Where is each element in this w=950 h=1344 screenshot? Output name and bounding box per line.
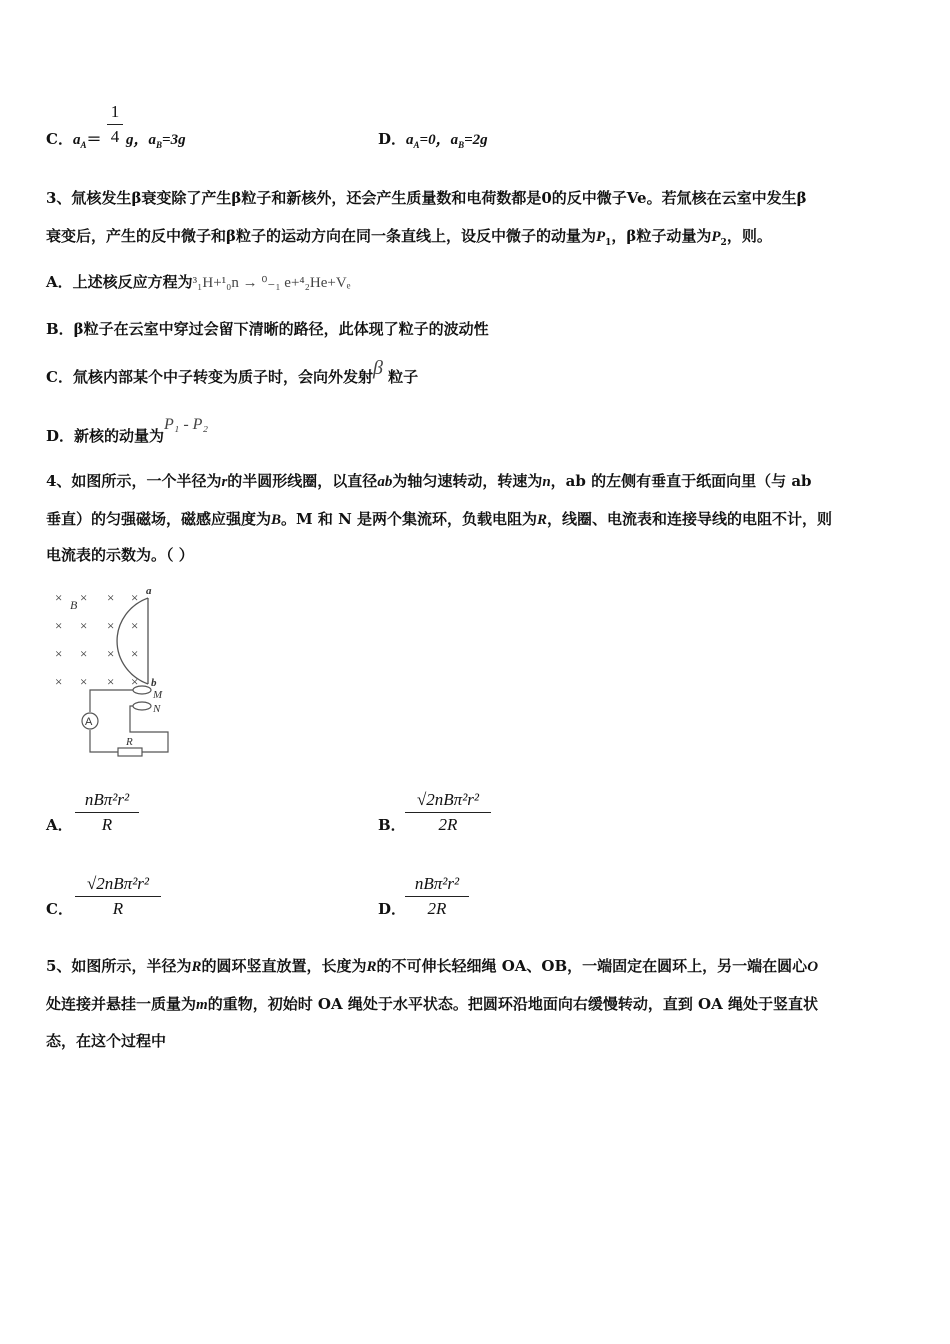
- momentum-expression: P₁ - P₂: [164, 416, 209, 433]
- q4-option-c-fraction: √2nBπ²r² R: [75, 874, 161, 919]
- q3-stem-line1: 3、氚核发生β衰变除了产生β粒子和新核外，还会产生质量数和电荷数都是0的反中微子Ve。若氚核在云室中发生β: [46, 189, 807, 207]
- slip-ring-M: [133, 686, 151, 694]
- ammeter-label: A: [85, 716, 93, 728]
- q4-option-c-label: C．: [46, 900, 73, 918]
- q5-stem-line2: 处连接并悬挂一质量为m的重物，初始时 OA 绳处于水平状态。把圆环沿地面向右缓慢转动，直到 OA 绳处于竖直状: [46, 995, 818, 1013]
- q4-figure: [50, 580, 180, 760]
- svg-text:×: ×: [55, 646, 63, 661]
- q4-option-a-label: A．: [46, 816, 73, 834]
- svg-text:×: ×: [55, 618, 63, 633]
- q4-option-b-label: B．: [378, 816, 406, 834]
- svg-text:×: ×: [131, 590, 139, 605]
- svg-text:×: ×: [107, 618, 115, 633]
- nuclear-equation: ³₁H+¹₀n → ⁰₋₁ e+⁴₂He+Vₑ: [192, 275, 351, 291]
- field-label-B: B: [70, 598, 78, 612]
- q4-option-d-fraction: nBπ²r² 2R: [405, 874, 469, 919]
- svg-text:×: ×: [131, 646, 139, 661]
- q4-stem-line2: 垂直）的匀强磁场，磁感应强度为B。M 和 N 是两个集流环，负载电阻为R，线圈、电流表和连接导线的电阻不计，则: [46, 510, 833, 528]
- q3-stem-line2: 衰变后，产生的反中微子和β粒子的运动方向在同一条直线上，设反中微子的动量为$P_1$，β粒子动量为$P_2$，则。: [46, 227, 772, 248]
- svg-text:×: ×: [131, 618, 139, 633]
- svg-text:×: ×: [80, 646, 88, 661]
- svg-text:×: ×: [80, 674, 88, 689]
- q2-c-fraction: 1 4: [107, 102, 123, 147]
- svg-text:×: ×: [107, 674, 115, 689]
- svg-text:×: ×: [55, 674, 63, 689]
- q3-option-a: A．上述核反应方程为³₁H+¹₀n → ⁰₋₁ e+⁴₂He+Vₑ: [46, 273, 351, 291]
- svg-text:×: ×: [107, 646, 115, 661]
- point-b-label: b: [151, 677, 157, 689]
- resistor-label: R: [126, 736, 133, 748]
- svg-text:×: ×: [80, 618, 88, 633]
- q2-option-c: C．$a_A=$: [46, 130, 102, 150]
- q3-option-c: C．氚核内部某个中子转变为质子时，会向外发射β 粒子: [46, 357, 419, 386]
- ring-M-label: M: [153, 689, 163, 701]
- q5-stem-line1: 5、如图所示，半径为R的圆环竖直放置，长度为R的不可伸长轻细绳 OA、OB，一端固定在圆环上，另一端在圆心O: [46, 957, 819, 975]
- ring-N-label: N: [153, 703, 161, 715]
- semicircle-coil: [117, 598, 148, 684]
- resistor-R: [118, 748, 142, 756]
- q2-option-d: D．$a_A=0$，$a_B=2g$: [378, 130, 488, 150]
- q4-option-a-fraction: nBπ²r² R: [75, 790, 139, 835]
- q4-stem-line3: 电流表的示数为。（ ）: [46, 546, 194, 564]
- q4-option-b-fraction: √2nBπ²r² 2R: [405, 790, 491, 835]
- magnetic-field-crosses: [55, 590, 138, 689]
- slip-ring-N: [133, 702, 151, 710]
- q5-stem-line3: 态，在这个过程中: [46, 1032, 167, 1050]
- svg-text:×: ×: [80, 590, 88, 605]
- q4-option-d-label: D．: [378, 900, 407, 918]
- q3-option-d: D．新核的动量为P₁ - P₂: [46, 416, 209, 445]
- point-a-label: a: [146, 585, 152, 597]
- svg-text:×: ×: [107, 590, 115, 605]
- q4-stem-line1: 4、如图所示，一个半径为r的半圆形线圈，以直径ab为轴匀速转动，转速为n，ab 的左侧有垂直于纸面向里（与 ab: [46, 472, 812, 490]
- beta-symbol: β: [372, 357, 383, 379]
- svg-text:×: ×: [55, 590, 63, 605]
- q2-c-rest: g，$a_B=3g$: [126, 132, 186, 150]
- svg-text:×: ×: [131, 674, 139, 689]
- q3-option-b: B．β粒子在云室中穿过会留下清晰的路径，此体现了粒子的波动性: [46, 320, 489, 338]
